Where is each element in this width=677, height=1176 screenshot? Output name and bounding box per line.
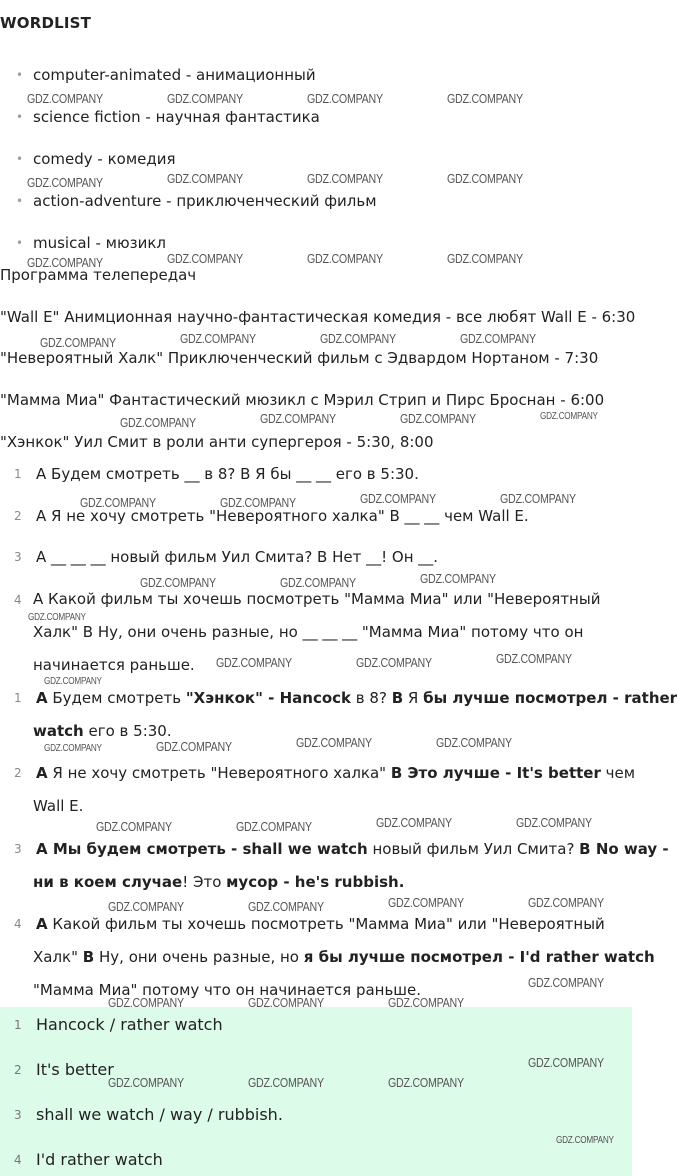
exercise-line: начинается раньше. <box>33 656 195 674</box>
answers-panel <box>0 1007 632 1176</box>
watermark-text: GDZ.COMPANY <box>388 1075 464 1090</box>
watermark-text: GDZ.COMPANY <box>248 899 324 914</box>
bullet: • <box>16 152 24 166</box>
watermark-text: GDZ.COMPANY <box>447 251 523 266</box>
answer-item: It's better <box>36 1060 114 1079</box>
answer-number: 2 <box>14 1063 22 1077</box>
watermark-text: GDZ.COMPANY <box>216 655 292 670</box>
watermark-text: GDZ.COMPANY <box>516 815 592 830</box>
answer-item: Hancock / rather watch <box>36 1015 223 1034</box>
watermark-text: GDZ.COMPANY <box>27 91 103 106</box>
translation-line: Халк" В Ну, они очень разные, но я бы лучше посмотрел - I'd rather watch <box>33 948 655 966</box>
watermark-text: GDZ.COMPANY <box>447 91 523 106</box>
watermark-text: GDZ.COMPANY <box>400 411 476 426</box>
watermark-text: GDZ.COMPANY <box>180 331 256 346</box>
program-line: "Wall E" Анимционная научно-фантастическая комедия - все любят Wall E - 6:30 <box>0 308 636 326</box>
program-line: "Невероятный Халк" Приключенческий фильм с Эдвардом Нортаном - 7:30 <box>0 349 599 367</box>
exercise-line: Халк" В Ну, они очень разные, но __ __ __ "Мамма Миа" потому что он <box>33 623 584 641</box>
watermark-text: GDZ.COMPANY <box>167 171 243 186</box>
watermark-text: GDZ.COMPANY <box>556 1135 614 1146</box>
watermark-text: GDZ.COMPANY <box>40 335 116 350</box>
watermark-text: GDZ.COMPANY <box>27 255 103 270</box>
watermark-text: GDZ.COMPANY <box>296 735 372 750</box>
watermark-text: GDZ.COMPANY <box>436 735 512 750</box>
watermark-text: GDZ.COMPANY <box>528 895 604 910</box>
watermark-text: GDZ.COMPANY <box>108 1075 184 1090</box>
watermark-text: GDZ.COMPANY <box>120 415 196 430</box>
watermark-text: GDZ.COMPANY <box>108 899 184 914</box>
answer-number: 4 <box>14 1153 22 1167</box>
watermark-text: GDZ.COMPANY <box>280 575 356 590</box>
item-number: 3 <box>14 842 22 856</box>
watermark-text: GDZ.COMPANY <box>356 655 432 670</box>
wordlist-item: musical - мюзикл <box>33 234 166 252</box>
translation-line: А Я не хочу смотреть "Невероятного халка" В Это лучше - It's better чем <box>36 764 636 782</box>
watermark-text: GDZ.COMPANY <box>360 491 436 506</box>
watermark-text: GDZ.COMPANY <box>44 743 102 754</box>
exercise-line: А __ __ __ новый фильм Уил Смита? В Нет __! Он __. <box>36 548 439 566</box>
item-number: 4 <box>14 917 22 931</box>
watermark-text: GDZ.COMPANY <box>307 171 383 186</box>
watermark-text: GDZ.COMPANY <box>500 491 576 506</box>
bullet: • <box>16 194 24 208</box>
watermark-text: GDZ.COMPANY <box>260 411 336 426</box>
wordlist-item: comedy - комедия <box>33 150 176 168</box>
watermark-text: GDZ.COMPANY <box>108 995 184 1010</box>
bullet: • <box>16 68 24 82</box>
translation-line: watch его в 5:30. <box>33 722 172 740</box>
program-line: "Хэнкок" Уил Смит в роли анти супергероя - 5:30, 8:00 <box>0 433 434 451</box>
watermark-text: GDZ.COMPANY <box>320 331 396 346</box>
translation-line: А Какой фильм ты хочешь посмотреть "Мамма Миа" или "Невероятный <box>36 915 605 933</box>
wordlist-item: science fiction - научная фантастика <box>33 108 320 126</box>
watermark-text: GDZ.COMPANY <box>307 251 383 266</box>
watermark-text: GDZ.COMPANY <box>156 739 232 754</box>
exercise-line: А Какой фильм ты хочешь посмотреть "Мамма Миа" или "Невероятный <box>33 590 601 608</box>
answer-item: shall we watch / way / rubbish. <box>36 1105 283 1124</box>
translation-line: А Будем смотреть "Хэнкок" - Hancock в 8? В Я бы лучше посмотрел - rather <box>36 689 677 707</box>
watermark-text: GDZ.COMPANY <box>307 91 383 106</box>
watermark-text: GDZ.COMPANY <box>420 571 496 586</box>
watermark-text: GDZ.COMPANY <box>44 676 102 687</box>
watermark-text: GDZ.COMPANY <box>140 575 216 590</box>
translation-line: ни в коем случае! Это мусор - he's rubbish. <box>33 873 405 891</box>
watermark-text: GDZ.COMPANY <box>496 651 572 666</box>
watermark-text: GDZ.COMPANY <box>388 895 464 910</box>
watermark-text: GDZ.COMPANY <box>80 495 156 510</box>
item-number: 1 <box>14 691 22 705</box>
watermark-text: GDZ.COMPANY <box>540 411 598 422</box>
exercise-line: А Будем смотреть __ в 8? В Я бы __ __ его в 5:30. <box>36 465 419 483</box>
translation-line: Wall E. <box>33 797 84 815</box>
watermark-text: GDZ.COMPANY <box>460 331 536 346</box>
program-line: "Мамма Миа" Фантастический мюзикл с Мэрил Стрип и Пирс Броснан - 6:00 <box>0 391 605 409</box>
watermark-text: GDZ.COMPANY <box>96 819 172 834</box>
watermark-text: GDZ.COMPANY <box>248 1075 324 1090</box>
watermark-text: GDZ.COMPANY <box>28 612 86 623</box>
exercise-line: А Я не хочу смотреть "Невероятного халка" В __ __ чем Wall E. <box>36 507 529 525</box>
watermark-text: GDZ.COMPANY <box>447 171 523 186</box>
item-number: 1 <box>14 467 22 481</box>
watermark-text: GDZ.COMPANY <box>528 1055 604 1070</box>
item-number: 3 <box>14 550 22 564</box>
item-number: 4 <box>14 593 22 607</box>
watermark-text: GDZ.COMPANY <box>167 251 243 266</box>
translation-line: "Мамма Миа" потому что он начинается раньше. <box>33 981 422 999</box>
wordlist-item: action-adventure - приключенческий фильм <box>33 192 377 210</box>
item-number: 2 <box>14 766 22 780</box>
watermark-text: GDZ.COMPANY <box>236 819 312 834</box>
answer-item: I'd rather watch <box>36 1150 163 1169</box>
watermark-text: GDZ.COMPANY <box>376 815 452 830</box>
answer-number: 1 <box>14 1018 22 1032</box>
watermark-text: GDZ.COMPANY <box>27 175 103 190</box>
translation-line: А Мы будем смотреть - shall we watch новый фильм Уил Смита? В No way - <box>36 840 669 858</box>
bullet: • <box>16 110 24 124</box>
watermark-text: GDZ.COMPANY <box>388 995 464 1010</box>
bullet: • <box>16 236 24 250</box>
answer-number: 3 <box>14 1108 22 1122</box>
watermark-text: GDZ.COMPANY <box>248 995 324 1010</box>
wordlist-item: computer-animated - анимационный <box>33 66 316 84</box>
watermark-text: GDZ.COMPANY <box>528 975 604 990</box>
wordlist-heading: WORDLIST <box>0 14 92 32</box>
item-number: 2 <box>14 509 22 523</box>
watermark-text: GDZ.COMPANY <box>220 495 296 510</box>
program-title: Программа телепередач <box>0 266 197 284</box>
watermark-text: GDZ.COMPANY <box>167 91 243 106</box>
